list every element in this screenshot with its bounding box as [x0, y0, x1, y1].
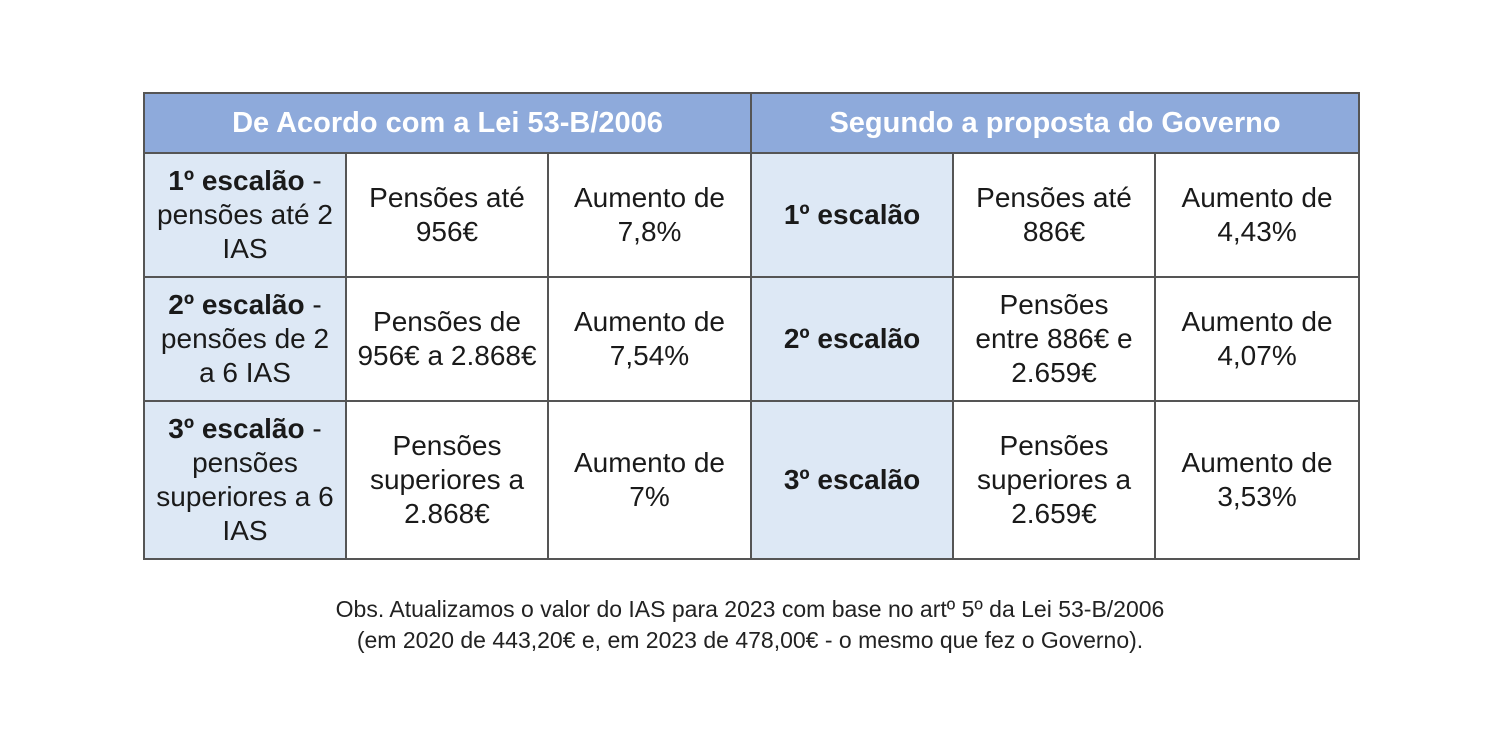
law-tier-description: - pensões superiores a 6 IAS	[156, 413, 334, 546]
pension-comparison-table-container	[143, 92, 1358, 560]
law-tier-cell	[144, 277, 346, 401]
gov-increase: Aumento de 3,53%	[1155, 401, 1359, 559]
gov-pension-range: Pensões superiores a 2.659€	[953, 401, 1155, 559]
law-pension-range: Pensões superiores a 2.868€	[346, 401, 548, 559]
footnote-line-2: (em 2020 de 443,20€ e, em 2023 de 478,00€ - o mesmo que fez o Governo).	[356, 627, 1144, 653]
law-tier-label: 1º escalão	[168, 165, 305, 196]
law-increase: Aumento de 7,8%	[548, 153, 751, 277]
footnote	[0, 594, 1500, 656]
header-law: De Acordo com a Lei 53-B/2006	[144, 93, 751, 153]
gov-increase: Aumento de 4,43%	[1155, 153, 1359, 277]
law-pension-range: Pensões até 956€	[346, 153, 548, 277]
table-row	[144, 277, 1359, 401]
law-tier-label: 2º escalão	[168, 289, 305, 320]
law-tier-label: 3º escalão	[168, 413, 305, 444]
law-tier-cell	[144, 153, 346, 277]
table-row	[144, 401, 1359, 559]
law-tier-cell	[144, 401, 346, 559]
footnote-line-1: Obs. Atualizamos o valor do IAS para 2023 com base no artº 5º da Lei 53-B/2006	[335, 596, 1165, 622]
header-government: Segundo a proposta do Governo	[751, 93, 1359, 153]
law-tier-description: - pensões até 2 IAS	[157, 165, 333, 264]
gov-tier-label: 3º escalão	[751, 401, 953, 559]
gov-tier-label: 2º escalão	[751, 277, 953, 401]
gov-pension-range: Pensões até 886€	[953, 153, 1155, 277]
law-tier-description: - pensões de 2 a 6 IAS	[160, 289, 330, 388]
gov-pension-range: Pensões entre 886€ e 2.659€	[953, 277, 1155, 401]
table-header-row	[144, 93, 1359, 153]
table-row	[144, 153, 1359, 277]
gov-increase: Aumento de 4,07%	[1155, 277, 1359, 401]
law-increase: Aumento de 7%	[548, 401, 751, 559]
pension-comparison-table	[143, 92, 1360, 560]
law-pension-range: Pensões de 956€ a 2.868€	[346, 277, 548, 401]
law-increase: Aumento de 7,54%	[548, 277, 751, 401]
gov-tier-label: 1º escalão	[751, 153, 953, 277]
